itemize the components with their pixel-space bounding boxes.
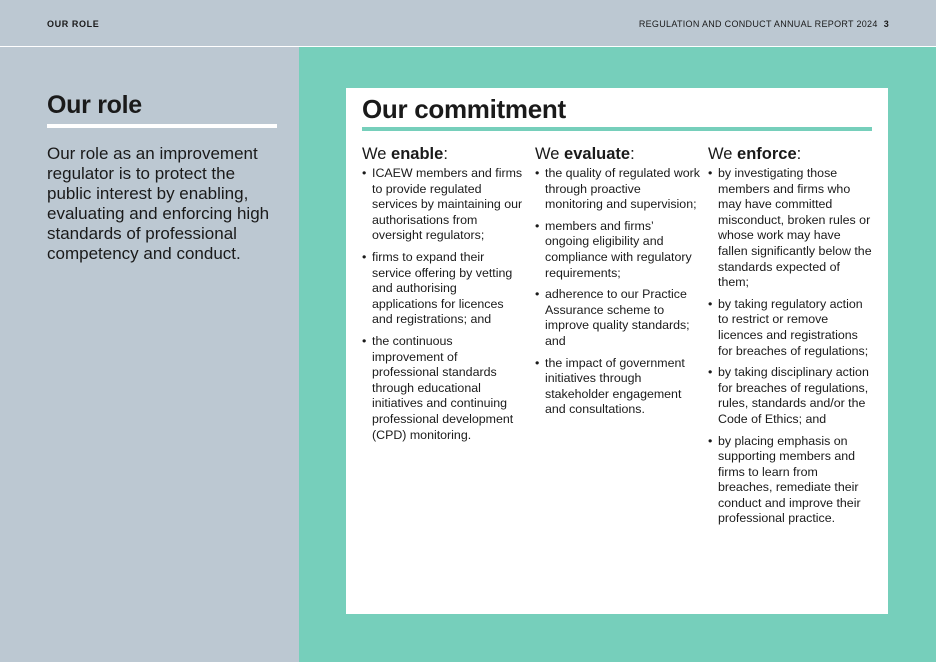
- enforce-column: [708, 144, 873, 533]
- enforce-heading: We enforce:: [708, 145, 802, 163]
- list-item: • the quality of regulated work through proactive monitoring and supervision;: [535, 166, 700, 213]
- enable-list: [362, 166, 524, 443]
- list-item: • by taking disciplinary action for breaches of regulations, rules, standards and/or the Code of Ethics; and: [708, 365, 873, 427]
- list-item: • by taking regulatory action to restrict or remove licences and registrations for breaches of regulations;: [708, 297, 873, 359]
- commitment-card: [346, 88, 888, 614]
- report-running-title: [639, 19, 889, 29]
- evaluate-heading: We evaluate:: [535, 145, 635, 163]
- evaluate-list: [535, 166, 700, 418]
- list-item: • adherence to our Practice Assurance scheme to improve quality standards; and: [535, 287, 700, 349]
- commitment-divider: [362, 127, 872, 131]
- list-item: • by investigating those members and firms who may have committed misconduct, broken rules or whose work may have fallen significantly below the standards expected of them;: [708, 166, 873, 291]
- heading-divider: [47, 124, 277, 128]
- section-label: OUR ROLE: [47, 19, 100, 29]
- list-item: • members and firms’ ongoing eligibility and compliance with regulatory requirements;: [535, 219, 700, 281]
- commitment-panel: [299, 47, 936, 662]
- list-item: • by placing emphasis on supporting members and firms to learn from breaches, remediate their conduct and improve their professional practice.: [708, 434, 873, 528]
- our-role-heading: Our role: [47, 91, 142, 119]
- page-number: 3: [883, 19, 889, 29]
- our-role-panel: [0, 47, 299, 662]
- list-item: • ICAEW members and firms to provide regulated services by maintaining our authorisations from oversight regulators;: [362, 166, 524, 244]
- our-role-description: Our role as an improvement regulator is to protect the public interest by enabling, evaluating and enforcing high standards of professional competency and conduct.: [47, 144, 270, 263]
- report-title: REGULATION AND CONDUCT ANNUAL REPORT 2024: [638, 19, 878, 29]
- enable-heading: We enable:: [362, 145, 448, 163]
- enable-column: [362, 144, 524, 449]
- evaluate-column: [535, 144, 700, 424]
- commitment-heading: Our commitment: [362, 94, 566, 124]
- page-header: [0, 0, 936, 47]
- list-item: • firms to expand their service offering by vetting and authorising applications for licences and registrations; and: [362, 250, 524, 328]
- list-item: • the impact of government initiatives through stakeholder engagement and consultations.: [535, 356, 700, 418]
- enforce-list: [708, 166, 873, 527]
- list-item: • the continuous improvement of professional standards through educational initiatives and continuing professional development (CPD) monitoring.: [362, 334, 524, 443]
